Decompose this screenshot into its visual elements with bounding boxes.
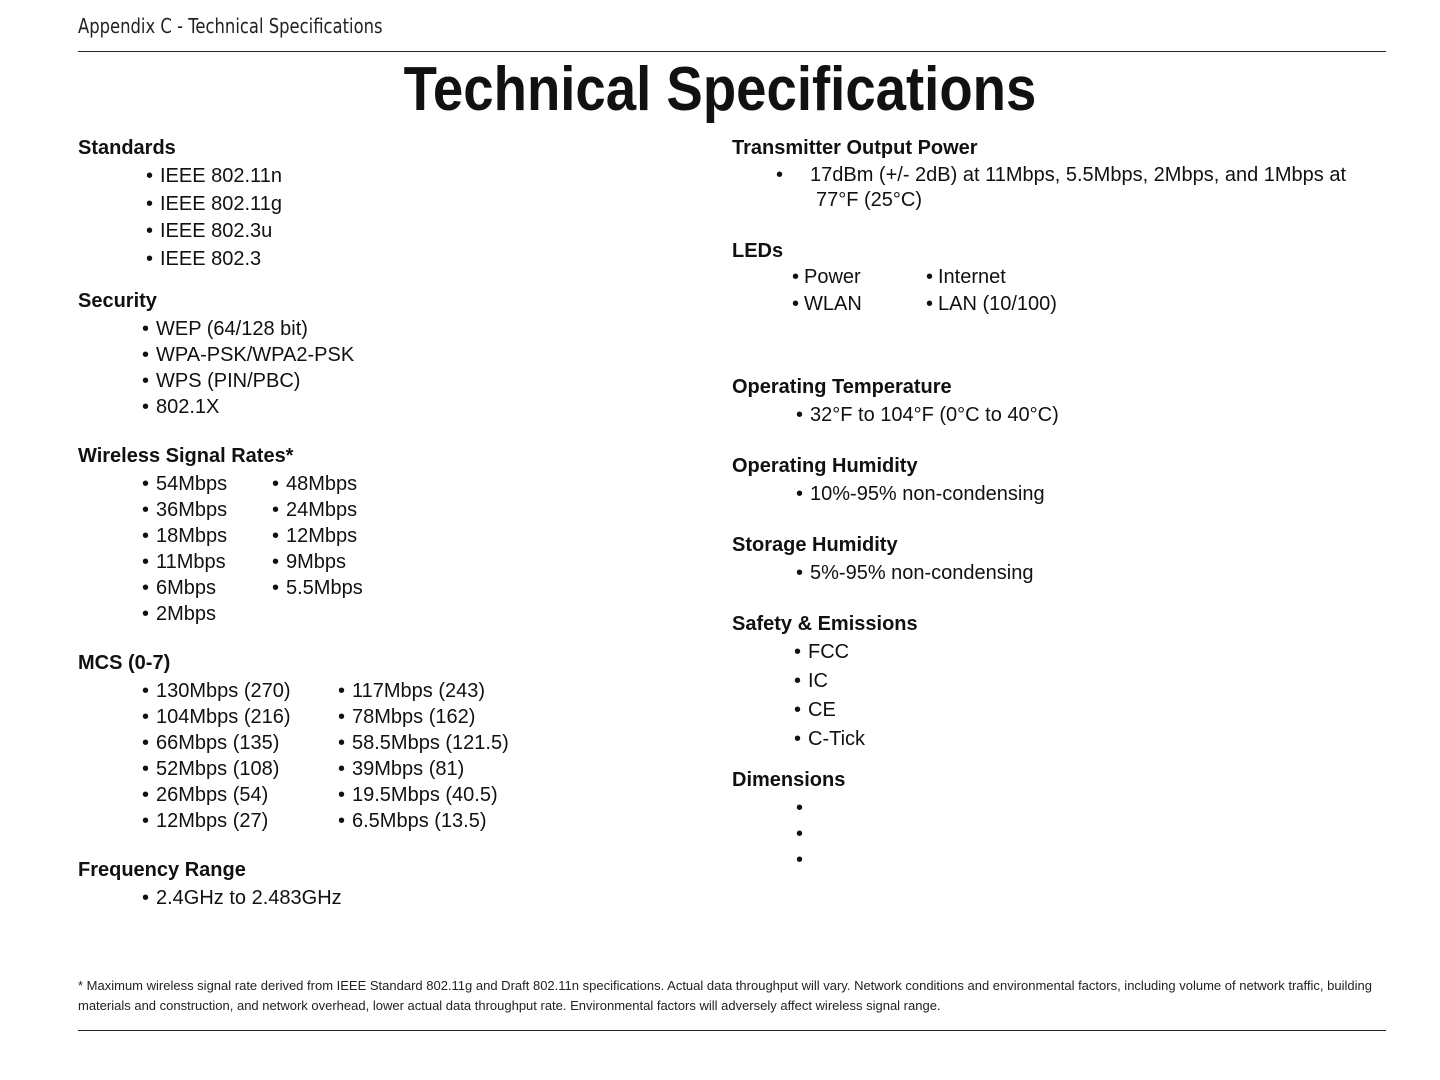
section-title: Operating Temperature: [732, 376, 952, 398]
rate-item: • 5.5Mbps: [272, 575, 363, 601]
leds-section: [732, 239, 1392, 318]
list-item: • WEP (64/128 bit): [78, 316, 698, 342]
page-title: Technical Specifications: [403, 55, 1037, 124]
rate-item: • 18Mbps: [142, 523, 272, 549]
header-divider: [78, 51, 1386, 52]
rate-item: • 48Mbps: [272, 471, 363, 497]
security-list: [78, 316, 698, 420]
section-title: Frequency Range: [78, 859, 246, 881]
list-item: • IEEE 802.3u: [78, 218, 698, 246]
safety-list: [732, 638, 1392, 754]
mcs-grid: [78, 678, 698, 834]
wireless-rates-section: [78, 444, 698, 627]
list-item: [732, 795, 1392, 821]
rate-item: • 36Mbps: [142, 497, 272, 523]
section-title: Wireless Signal Rates*: [78, 445, 294, 467]
list-item: • IC: [732, 667, 1392, 696]
wireless-rates-grid: [78, 471, 698, 627]
transmitter-list: [732, 163, 1372, 213]
mcs-item: • 104Mbps (216): [142, 704, 338, 730]
mcs-item: • 19.5Mbps (40.5): [338, 782, 509, 808]
mcs-item: • 52Mbps (108): [142, 756, 338, 782]
led-item: • LAN (10/100): [926, 291, 1392, 318]
transmitter-section: [732, 136, 1392, 213]
list-item: • CE: [732, 696, 1392, 725]
safety-emissions-section: [732, 612, 1392, 754]
right-column: [732, 136, 1392, 873]
list-item: • 32°F to 104°F (0°C to 40°C): [732, 402, 1392, 428]
standards-list: [78, 163, 698, 273]
led-item: • WLAN: [792, 291, 926, 318]
operating-humidity-section: [732, 454, 1392, 507]
list-item: • IEEE 802.3: [78, 246, 698, 274]
list-item: [732, 847, 1392, 873]
left-column: [78, 136, 698, 911]
list-item: • 802.1X: [78, 394, 698, 420]
section-title: Security: [78, 290, 157, 312]
list-item: • 5%-95% non-condensing: [732, 560, 1392, 586]
section-title: Operating Humidity: [732, 455, 918, 477]
storage-humidity-section: [732, 533, 1392, 586]
leds-grid: [732, 264, 1392, 318]
list-item: • WPS (PIN/PBC): [78, 368, 698, 394]
temperature-list: [732, 402, 1392, 428]
mcs-item: • 6.5Mbps (13.5): [338, 808, 509, 834]
rate-item: • 24Mbps: [272, 497, 363, 523]
security-section: [78, 289, 698, 420]
section-title: Dimensions: [732, 769, 846, 791]
list-item: • IEEE 802.11g: [78, 191, 698, 219]
section-title: Storage Humidity: [732, 534, 898, 556]
list-item: • C-Tick: [732, 725, 1392, 754]
section-title: MCS (0-7): [78, 652, 171, 674]
frequency-list: [78, 885, 698, 911]
page-header: Appendix C - Technical Specifications: [78, 14, 383, 38]
mcs-item: • 66Mbps (135): [142, 730, 338, 756]
list-item: • FCC: [732, 638, 1392, 667]
storage-humidity-list: [732, 560, 1392, 586]
section-title: Standards: [78, 137, 176, 159]
list-item: • WPA-PSK/WPA2-PSK: [78, 342, 698, 368]
footer-divider: [78, 1030, 1386, 1031]
operating-temperature-section: [732, 375, 1392, 428]
rate-item: • 12Mbps: [272, 523, 363, 549]
section-title: LEDs: [732, 240, 784, 262]
section-title: Transmitter Output Power: [732, 137, 978, 159]
mcs-item: • 26Mbps (54): [142, 782, 338, 808]
list-item: • 17dBm (+/- 2dB) at 11Mbps, 5.5Mbps, 2Mbps, and 1Mbps at 77°F (25°C): [732, 163, 1372, 213]
list-item: • 10%-95% non-condensing: [732, 481, 1392, 507]
dimensions-section: [732, 768, 1392, 873]
mcs-item: • 117Mbps (243): [338, 678, 509, 704]
mcs-item: • 78Mbps (162): [338, 704, 509, 730]
section-title: Safety & Emissions: [732, 613, 918, 635]
mcs-item: • 12Mbps (27): [142, 808, 338, 834]
rate-item: • 11Mbps: [142, 549, 272, 575]
mcs-item: • 39Mbps (81): [338, 756, 509, 782]
footnote: * Maximum wireless signal rate derived from IEEE Standard 802.11g and Draft 802.11n specifications. Actual data throughput will vary. Network conditions and environmental factors, including volume of network traffic, building materials and construction, and network overhead, lower actual data throughput rate. Environmental factors will adversely affect wireless signal range.: [78, 978, 1372, 1013]
standards-section: [78, 136, 698, 273]
rate-item: • 2Mbps: [142, 601, 272, 627]
rate-item: • 9Mbps: [272, 549, 363, 575]
list-item: [732, 821, 1392, 847]
mcs-section: [78, 651, 698, 834]
led-item: • Power: [792, 264, 926, 291]
list-item: • 2.4GHz to 2.483GHz: [78, 885, 698, 911]
rate-item: • 54Mbps: [142, 471, 272, 497]
rate-item: • 6Mbps: [142, 575, 272, 601]
operating-humidity-list: [732, 481, 1392, 507]
dimensions-list: [732, 795, 1392, 873]
mcs-item: • 58.5Mbps (121.5): [338, 730, 509, 756]
list-item: • IEEE 802.11n: [78, 163, 698, 191]
mcs-item: • 130Mbps (270): [142, 678, 338, 704]
led-item: • Internet: [926, 264, 1392, 291]
frequency-section: [78, 858, 698, 911]
